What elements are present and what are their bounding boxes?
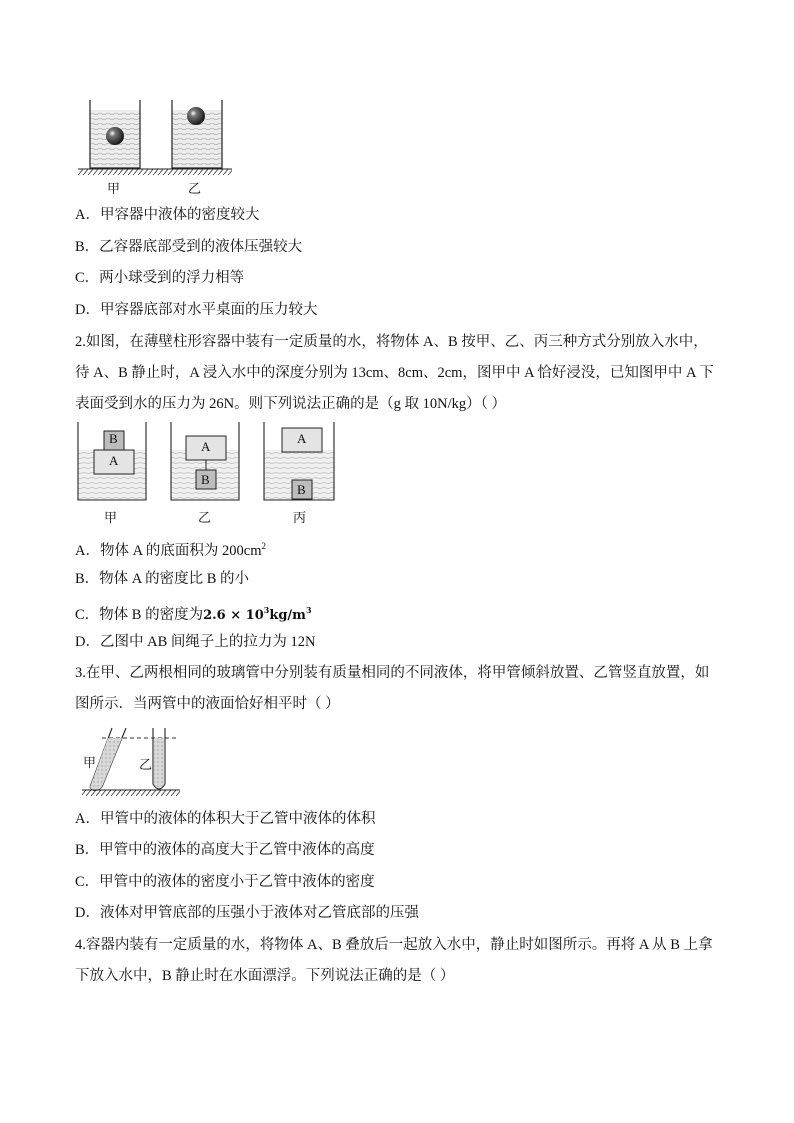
- q3-option-b: B．甲管中的液体的高度大于乙管中液体的高度: [75, 842, 375, 858]
- q2-option-c-text: C．物体 B 的密度为: [75, 606, 204, 623]
- q2-yi-label-b: B: [201, 472, 210, 487]
- q2-jia-label-b: B: [109, 431, 118, 446]
- q3-option-c: C．甲管中的液体的密度小于乙管中液体的密度: [75, 874, 375, 890]
- q1-option-d: D．甲容器底部对水平桌面的压力较大: [75, 302, 318, 318]
- q2-option-c-value: 2.6 × 10: [203, 607, 264, 623]
- q2-option-a-sup: 2: [261, 541, 266, 551]
- q2-bing-label-a: A: [297, 431, 307, 446]
- q3-stem-line-2: 图所示．当两管中的液面恰好相平时（ ）: [75, 696, 340, 712]
- q2-caption-bing: 丙: [293, 510, 307, 525]
- q3-option-d: D．液体对甲管底部的压强小于液体对乙管底部的压强: [75, 905, 419, 921]
- q2-option-a-text: A．物体 A 的底面积为 200cm: [75, 542, 262, 559]
- q2-option-c-exp: 3: [263, 605, 270, 615]
- q2-figure: [74, 420, 340, 525]
- q1-figure: [74, 96, 240, 196]
- q4-stem-line-1: 4.容器内装有一定质量的水，将物体 A、B 叠放后一起放入水中，静止时如图所示。再将 A 从 B 上拿: [75, 937, 713, 953]
- q3-stem-line-1: 3.在甲、乙两根相同的玻璃管中分别装有质量相同的不同液体，将甲管倾斜放置、乙管竖直放置，如: [75, 665, 710, 681]
- q2-option-c-unit-exp: 3: [305, 605, 312, 615]
- q4-stem-line-2: 下放入水中，B 静止时在水面漂浮。下列说法正确的是（ ）: [75, 968, 455, 984]
- q1-ball-left: [106, 127, 124, 145]
- q1-ball-right: [187, 107, 205, 125]
- q2-option-c-unit: kg/m: [269, 607, 306, 623]
- q1-option-a: A．甲容器中液体的密度较大: [75, 207, 260, 223]
- q2-stem-line-3: 表面受到水的压力为 26N。则下列说法正确的是（g 取 10N/kg）（ ）: [75, 396, 506, 412]
- q2-jia-label-a: A: [109, 453, 119, 468]
- q2-option-a: [75, 536, 266, 561]
- q3-label-right: 乙: [139, 757, 153, 772]
- q3-figure: [76, 724, 186, 800]
- q2-option-c: [75, 600, 312, 626]
- q2-option-d: D．乙图中 AB 间绳子上的拉力为 12N: [75, 634, 316, 650]
- q2-stem-line-1: 2.如图，在薄壁柱形容器中装有一定质量的水，将物体 A、B 按甲、乙、丙三种方式分别放入水中，: [75, 334, 708, 350]
- q1-label-right: 乙: [188, 181, 202, 196]
- q2-option-b: B．物体 A 的密度比 B 的小: [75, 571, 250, 587]
- q1-option-c: C．两小球受到的浮力相等: [75, 270, 245, 286]
- q2-caption-yi: 乙: [198, 510, 212, 525]
- q2-caption-jia: 甲: [104, 510, 118, 525]
- q1-option-b: B．乙容器底部受到的液体压强较大: [75, 239, 303, 255]
- q2-bing-label-b: B: [297, 482, 306, 497]
- q2-stem-line-2: 待 A、B 静止时，A 浸入水中的深度分别为 13cm、8cm、2cm，图甲中 A 恰好浸没，已知图甲中 A 下: [75, 365, 714, 381]
- q3-label-left: 甲: [83, 755, 97, 770]
- q1-label-left: 甲: [107, 181, 121, 196]
- q3-option-a: A．甲管中的液体的体积大于乙管中液体的体积: [75, 811, 376, 827]
- q2-yi-label-a: A: [201, 439, 211, 454]
